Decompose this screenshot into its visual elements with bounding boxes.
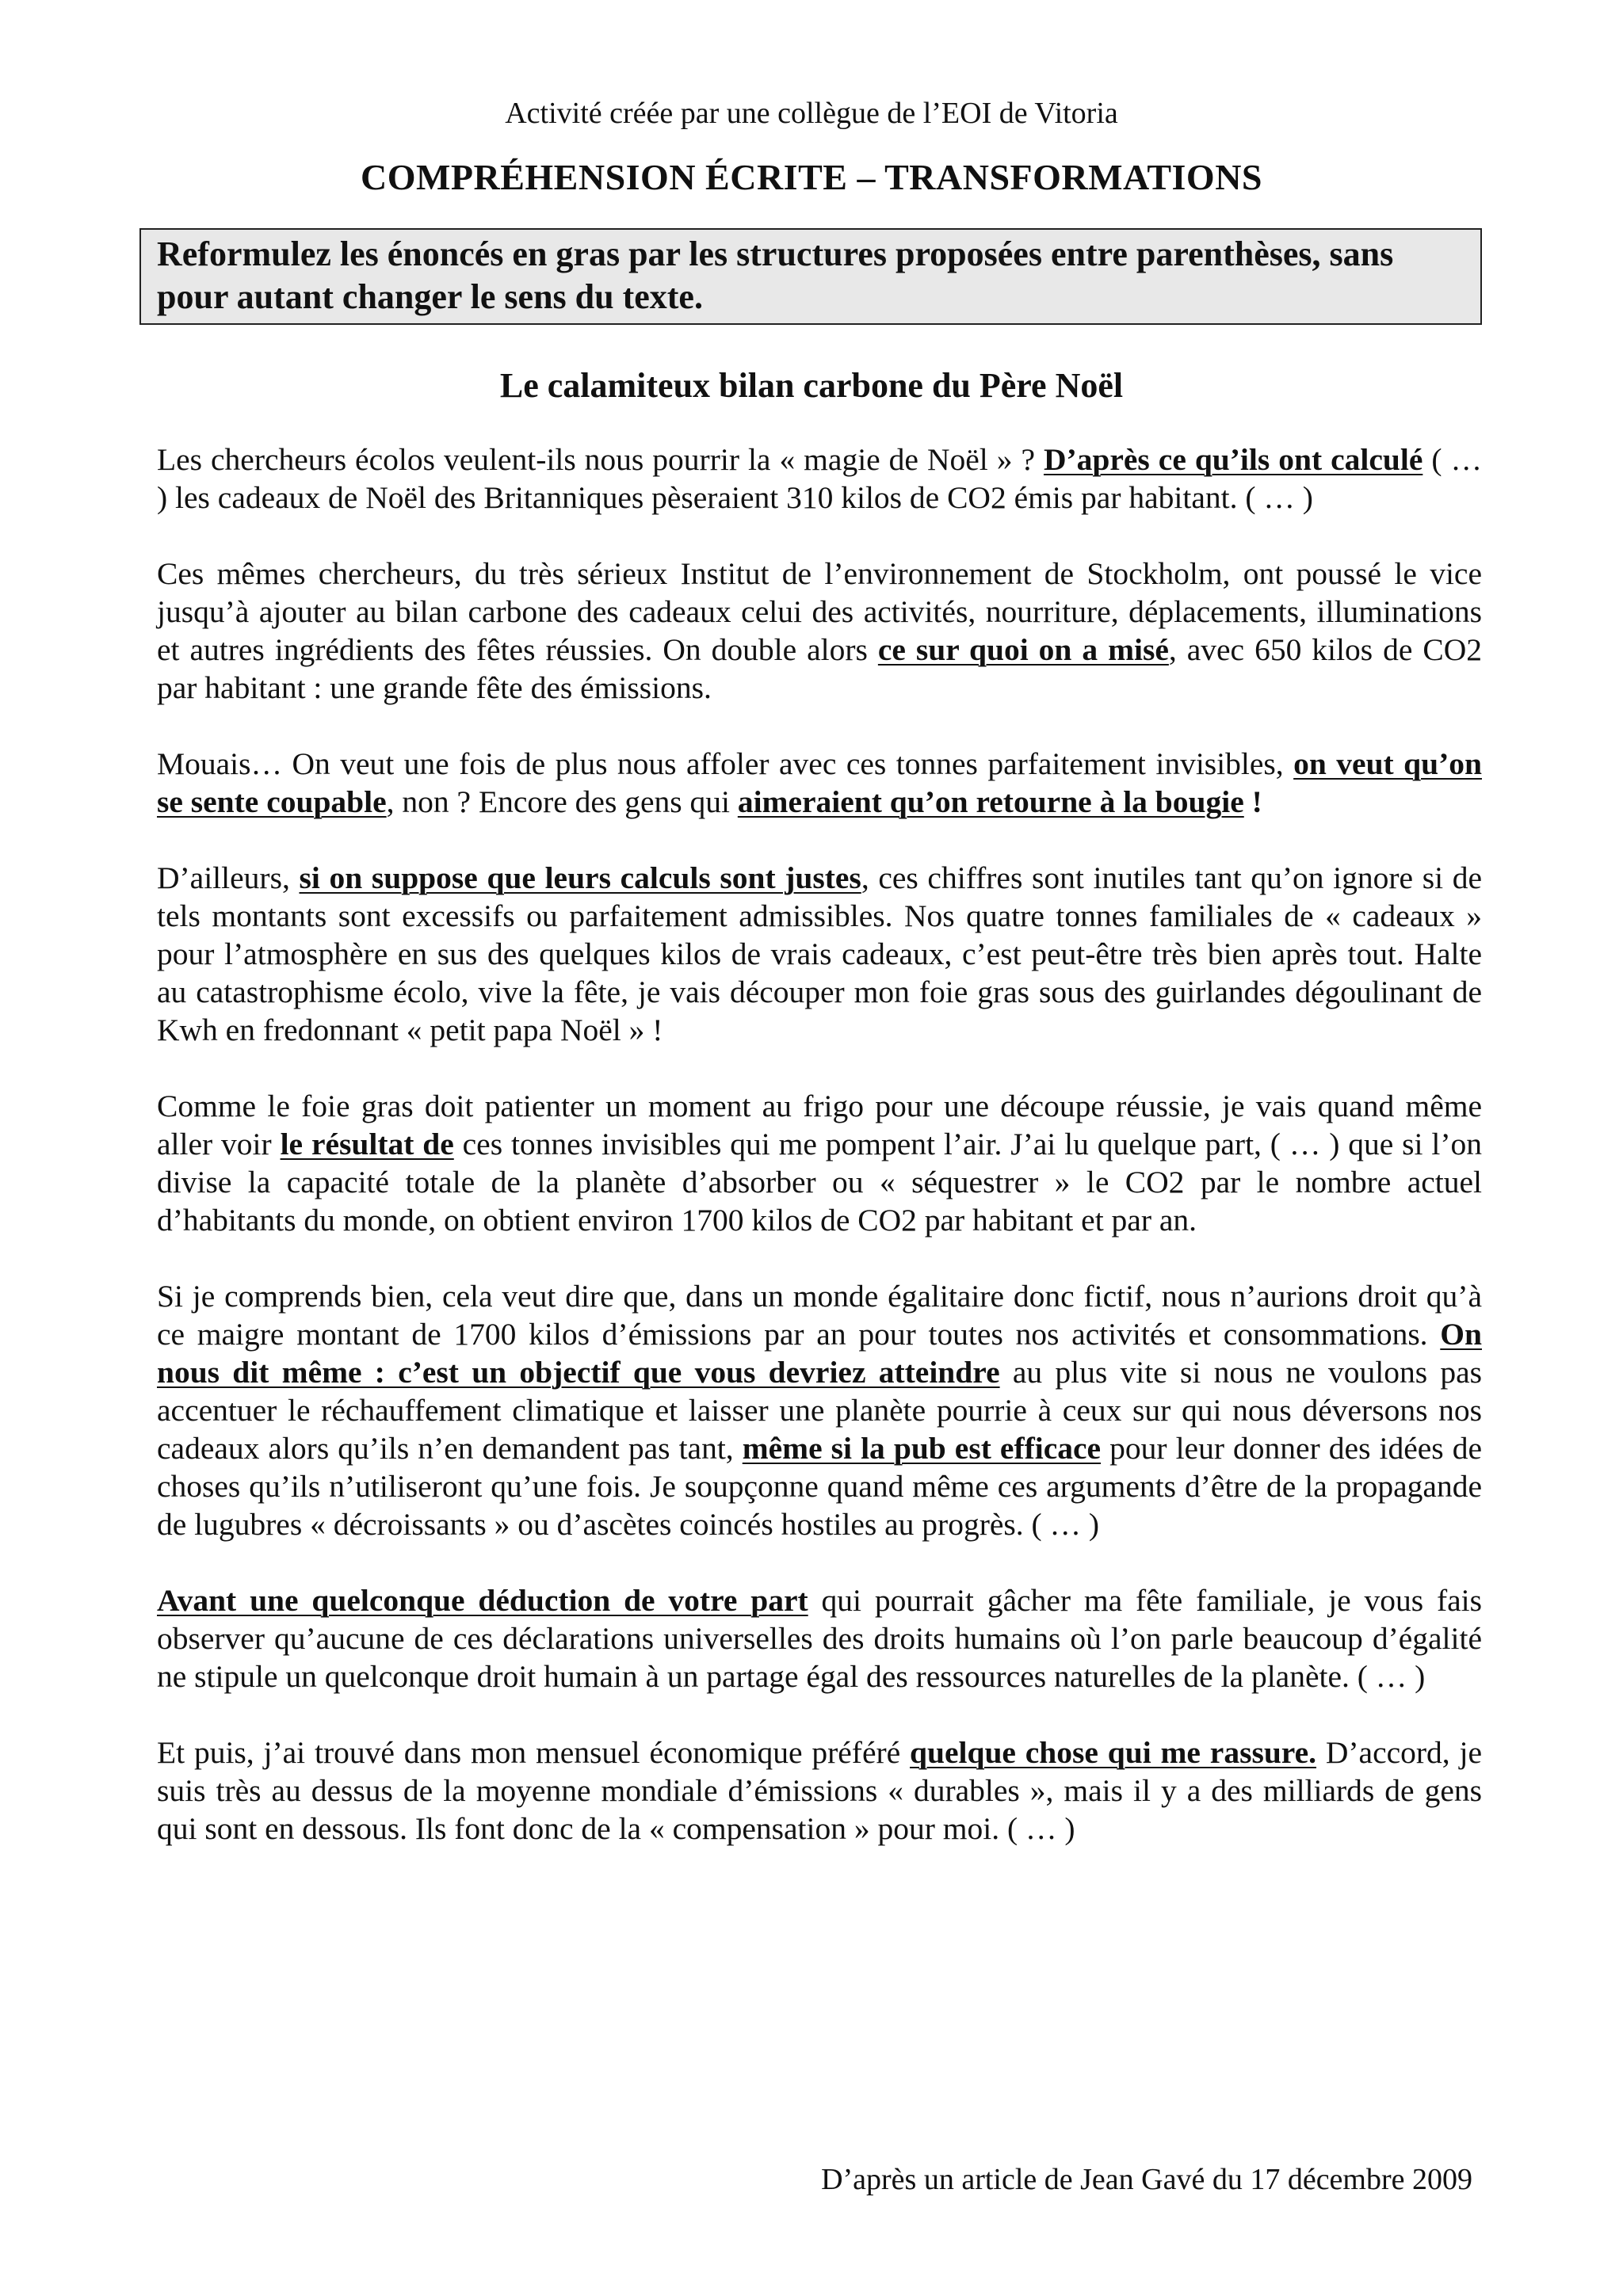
highlighted-statement: même si la pub est efficace [742,1431,1102,1466]
paragraph-text: pour leur donner des idées de choses qu’ils n’utiliseront qu’une fois. Je soupçonne quand même ces arguments d’être de la propagande de lugubres « décroissants » ou d’ascètes coincés hostiles au progrès. ( … ) [157,1431,1482,1542]
paragraph-text: , non ? Encore des gens qui [386,784,738,819]
paragraph-5 [157,1087,1482,1239]
paragraph-8 [157,1733,1482,1848]
paragraph-text: D’accord, je suis très au dessus de la moyenne mondiale d’émissions « durables », mais il y a des milliards de gens qui sont en dessous. Ils font donc de la « compensation » pour moi. ( … ) [157,1735,1483,1846]
paragraph-text: qui pourrait gâcher ma fête familiale, je vous fais observer qu’aucune de ces déclarations universelles des droits humains où l’on parle beaucoup d’égalité ne stipule un quelconque droit humain à un partage égal des ressources naturelles de la planète. ( … ) [157,1583,1482,1694]
paragraph-text: Comme le foie gras doit patienter un moment au frigo pour une découpe réussie, je vais quand même aller voir [157,1089,1482,1161]
paragraph-text: ( … ) les cadeaux de Noël des Britanniques pèseraient 310 kilos de CO2 émis par habitant. ( … ) [157,442,1482,515]
header-note: Activité créée par une collègue de l’EOI de Vitoria [505,97,1118,130]
highlighted-statement: aimeraient qu’on retourne à la bougie [737,784,1244,819]
paragraph-text: Les chercheurs écolos veulent-ils nous pourrir la « magie de Noël » ? [157,442,1044,477]
paragraph-text: Ces mêmes chercheurs, du très sérieux Institut de l’environnement de Stockholm, ont poussé le vice jusqu’à ajouter au bilan carbone des cadeaux celui des activités, nourriture, déplacements, illuminations et autres ingrédients des fêtes réussies. On double alors [157,556,1482,667]
instructions-box: Reformulez les énoncés en gras par les structures proposées entre parenthèses, sans pour autant changer le sens du texte. [139,228,1482,325]
paragraph-text: Mouais… On veut une fois de plus nous affoler avec ces tonnes parfaitement invisibles, [157,746,1294,781]
highlighted-statement: D’après ce qu’ils ont calculé [1043,442,1423,477]
paragraph-6 [157,1277,1482,1543]
highlighted-statement: On nous dit même : c’est un objectif que vous devriez atteindre [157,1317,1482,1390]
paragraph-4 [157,859,1482,1049]
paragraph-text: , avec 650 kilos de CO2 par habitant : une grande fête des émissions. [157,632,1482,705]
paragraph-1 [157,441,1482,517]
article-title: Le calamiteux bilan carbone du Père Noël [499,366,1124,405]
article-body [157,441,1482,1886]
highlighted-statement: quelque chose qui me rassure. [910,1735,1317,1770]
highlighted-statement: Avant une quelconque déduction de votre part [157,1583,808,1618]
paragraph-3 [157,745,1482,821]
highlighted-statement: si on suppose que leurs calculs sont justes [299,860,861,895]
paragraph-7 [157,1581,1482,1695]
paragraph-text: Et puis, j’ai trouvé dans mon mensuel économique préféré [157,1735,911,1770]
paragraph-text: ces tonnes invisibles qui me pompent l’air. J’ai lu quelque part, ( … ) que si l’on divise la capacité totale de la planète d’absorber ou « séquestrer » le CO2 par le nombre actuel d’habitants du monde, on obtient environ 1700 kilos de CO2 par habitant et par an. [157,1127,1483,1238]
paragraph-text: D’ailleurs, [157,860,300,895]
highlighted-statement: on veut qu’on se sente coupable [157,746,1482,819]
paragraph-text: ! [1243,784,1262,819]
paragraph-text: , ces chiffres sont inutiles tant qu’on ignore si de tels montants sont excessifs ou parfaitement admissibles. Nos quatre tonnes familiales de « cadeaux » pour l’atmosphère en sus des quelques kilos de vrais cadeaux, c’est peut-être très bien après tout. Halte au catastrophisme écolo, vive la fête, je vais découper mon foie gras sous des guirlandes dégoulinant de Kwh en fredonnant « petit papa Noël » ! [157,860,1482,1047]
source-credit: D’après un article de Jean Gavé du 17 décembre 2009 [821,2163,1472,2196]
highlighted-statement: ce sur quoi on a misé [877,632,1169,667]
document-title: COMPRÉHENSION ÉCRITE – TRANSFORMATIONS [360,157,1263,197]
paragraph-2 [157,555,1482,707]
highlighted-statement: le résultat de [280,1127,454,1161]
paragraph-text: au plus vite si nous ne voulons pas accentuer le réchauffement climatique et laisser une planète pourrie à ceux sur qui nous déversons nos cadeaux alors qu’ils n’en demandent pas tant, [157,1355,1483,1466]
paragraph-text: Si je comprends bien, cela veut dire que, dans un monde égalitaire donc fictif, nous n’aurions droit qu’à ce maigre montant de 1700 kilos d’émissions par an pour toutes nos activités et consommations. [157,1279,1482,1352]
